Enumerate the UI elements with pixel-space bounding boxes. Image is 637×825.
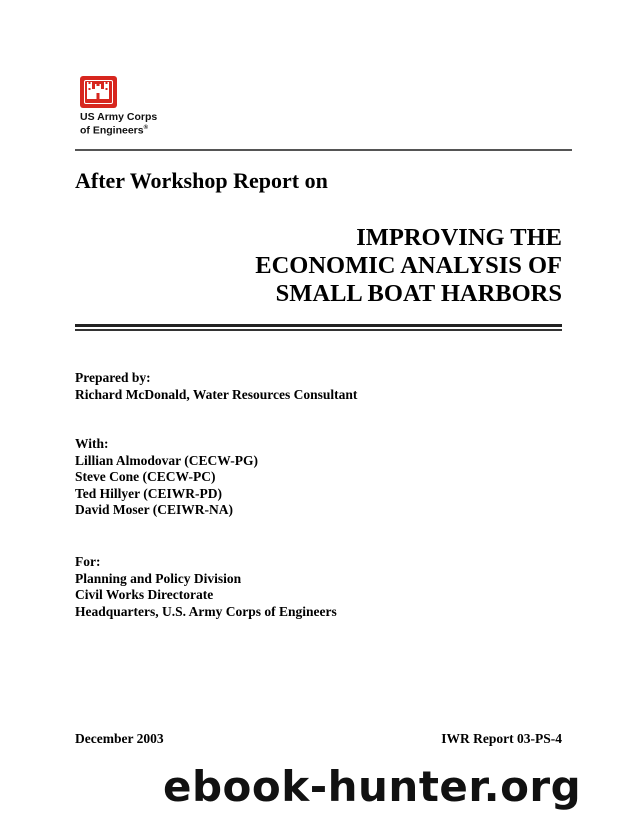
author-line: Richard McDonald, Water Resources Consultant: [75, 386, 358, 402]
report-date: December 2003: [75, 731, 164, 746]
title-line: ECONOMIC ANALYSIS OF: [255, 252, 562, 279]
contributor-line: Steve Cone (CECW-PC): [75, 469, 216, 484]
usace-logo: [80, 76, 117, 108]
title-line: SMALL BOAT HARBORS: [275, 280, 562, 307]
title-line: IMPROVING THE: [356, 224, 562, 251]
organization-line: Planning and Policy Division: [75, 570, 242, 586]
section-label: For:: [75, 554, 101, 569]
report-number: IWR Report 03-PS-4: [441, 731, 562, 746]
title-divider-thin: [75, 329, 562, 331]
section-label: Prepared by:: [75, 370, 151, 385]
prepared-by-section: [75, 370, 357, 403]
castle-icon: [84, 80, 113, 104]
top-divider: [75, 149, 572, 151]
section-label: With:: [75, 436, 109, 451]
logo-wordmark: [80, 112, 157, 137]
report-title: [255, 224, 562, 308]
logo-line-2: of Engineers®: [80, 124, 149, 137]
report-subtitle: After Workshop Report on: [75, 168, 328, 193]
organization-line: Civil Works Directorate: [75, 587, 214, 602]
for-section: [75, 554, 337, 620]
logo-line-1: US Army Corps: [80, 111, 158, 123]
registered-mark: ®: [143, 125, 149, 131]
with-section: [75, 436, 258, 519]
contributor-line: Ted Hillyer (CEIWR-PD): [75, 485, 222, 501]
organization-line: Headquarters, U.S. Army Corps of Engineers: [75, 603, 337, 619]
title-divider-thick: [75, 324, 562, 327]
contributor-line: Lillian Almodovar (CECW-PG): [75, 452, 259, 468]
contributor-line: David Moser (CEIWR-NA): [75, 502, 233, 517]
watermark: ebook-hunter.org: [163, 762, 582, 811]
